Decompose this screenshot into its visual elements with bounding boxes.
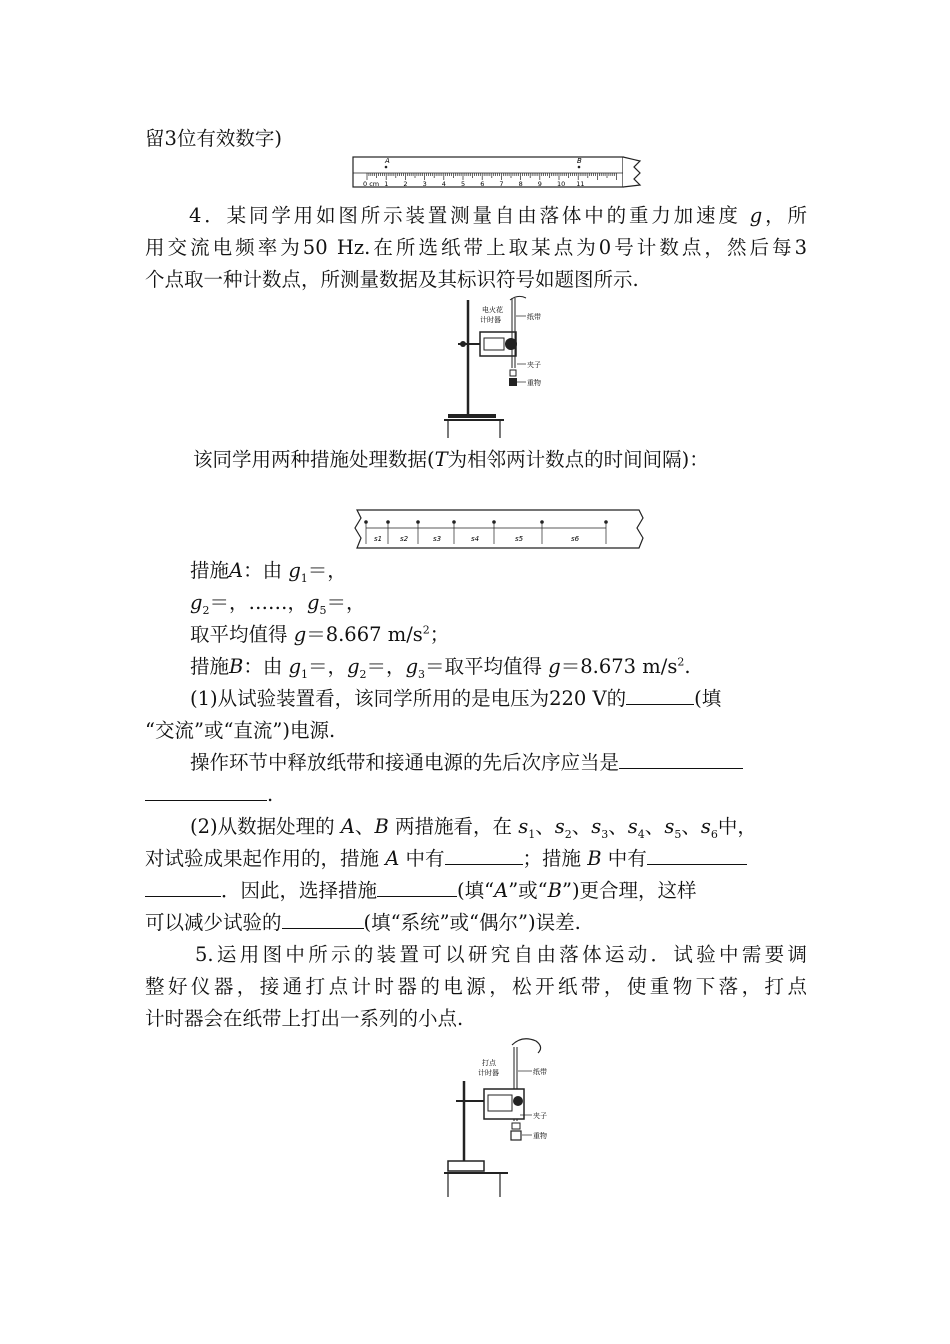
answer-blank-4b[interactable] xyxy=(145,878,221,897)
answer-blank-4a[interactable] xyxy=(647,846,747,865)
ruler-point-b: B xyxy=(577,157,582,165)
q4-line-1: 4．某同学用如图所示装置测量自由落体中的重力加速度 g，所 xyxy=(189,204,807,227)
answer-blank-6[interactable] xyxy=(282,910,364,929)
q3-tail-text: 留3位有效数字) xyxy=(145,127,283,150)
q4-part2-line-3: ．因此，选择措施 (填“A”或“B”)更合理，这样 xyxy=(145,877,697,905)
ruler-dot-b xyxy=(578,166,581,169)
q5-line-1: 5.运用图中所示的装置可以研究自由落体运动．试验中需要调 xyxy=(195,943,807,966)
ruler-tick-label: 11 xyxy=(576,180,585,188)
answer-blank-2a[interactable] xyxy=(619,750,743,769)
fig1-label-timer-2: 计时器 xyxy=(480,316,501,324)
method-b-line: 措施B：由 $g_1=$，$g_2=$，$g_3=$取平均值得 g＝8.673 $m/s^2$. xyxy=(190,655,691,681)
tape-segment-label: s3 xyxy=(433,535,442,543)
q4-line-2: 用交流电频率为50 Hz.在所选纸带上取某点为0号计数点，然后每3 xyxy=(145,236,807,259)
tape-segment-label: s6 xyxy=(571,535,580,543)
q4-part1-line-3: 操作环节中释放纸带和接通电源的先后次序应当是 xyxy=(190,749,743,777)
q4-part1-line-2: “交流”或“直流”)电源. xyxy=(145,719,336,742)
apparatus-figure-dot-timer xyxy=(440,1035,560,1200)
ruler-tick-label: 9 xyxy=(537,180,542,188)
ruler-figure xyxy=(352,153,642,191)
ruler-tick-label: 6 xyxy=(480,180,485,188)
q4-part2-line-2: 对试验成果起作用的，措施 A 中有 ；措施 B 中有 xyxy=(145,845,747,873)
q4-methods-intro: 该同学用两种措施处理数据(T为相邻两计数点的时间间隔)： xyxy=(193,448,709,471)
q4-part1-line-1: (1)从试验装置看，该同学所用的是电压为220 V的 (填 xyxy=(190,687,722,710)
ruler-tick-label: 3 xyxy=(422,180,427,188)
ruler-point-a: A xyxy=(385,157,390,165)
ruler-tick-label: 2 xyxy=(403,180,408,188)
tape-segment-label: s2 xyxy=(400,535,409,543)
fig2-label-timer-2: 计时器 xyxy=(478,1069,499,1077)
ruler-tick-label: 5 xyxy=(461,180,466,188)
method-a-average: 取平均值得 g＝8.667 $m/s^2$； xyxy=(190,623,450,646)
fig1-label-clip: 夹子 xyxy=(527,361,541,369)
ruler-tick-label: 1 xyxy=(384,180,389,188)
fig1-label-timer: 电火花 xyxy=(482,306,503,314)
q4-part2-line-4: 可以减少试验的 (填“系统”或“偶尔”)误差. xyxy=(145,911,581,934)
q5-line-3: 计时器会在纸带上打出一系列的小点. xyxy=(145,1007,464,1030)
tape-segment-label: s1 xyxy=(374,535,383,543)
ruler-tick-label: 10 xyxy=(557,180,566,188)
tape-segment-label: s5 xyxy=(515,535,524,543)
paper-tape-figure xyxy=(352,508,644,550)
ruler-tick-label: 8 xyxy=(518,180,523,188)
method-a-line-2: $g_2=$，……，$g_5=$， xyxy=(190,591,366,617)
answer-blank-5[interactable] xyxy=(377,878,457,897)
ruler-tick-label: 7 xyxy=(499,180,504,188)
fig2-label-weight: 重物 xyxy=(533,1132,547,1140)
fig1-label-tape: 纸带 xyxy=(527,313,541,321)
method-a-line: 措施A：由 $g_1=$， xyxy=(190,559,347,585)
ruler-unit-label: 0 cm xyxy=(363,180,380,188)
apparatus-figure-spark-timer xyxy=(440,292,550,440)
fig2-label-timer: 打点 xyxy=(482,1059,496,1067)
tape-segment-label: s4 xyxy=(471,535,480,543)
q4-part1-line-4: . xyxy=(145,781,273,809)
ruler-dot-a xyxy=(385,166,388,169)
answer-blank-1[interactable] xyxy=(626,686,694,705)
q4-part2-line-1: (2)从数据处理的 A、B 两措施看，在 $s_1$、$s_2$、$s_3$、$s_4$、$s_5$、$s_6$中， xyxy=(190,815,757,841)
fig2-label-tape: 纸带 xyxy=(533,1068,547,1076)
q5-line-2: 整好仪器，接通打点计时器的电源，松开纸带，使重物下落，打点 xyxy=(145,975,807,998)
fig1-label-weight: 重物 xyxy=(527,379,541,387)
q4-line-3: 个点取一种计数点，所测量数据及其标识符号如题图所示. xyxy=(145,268,639,291)
answer-blank-2b[interactable] xyxy=(145,782,267,801)
fig2-label-clip: 夹子 xyxy=(533,1112,547,1120)
ruler-tick-label: 4 xyxy=(441,180,446,188)
answer-blank-3[interactable] xyxy=(445,846,523,865)
